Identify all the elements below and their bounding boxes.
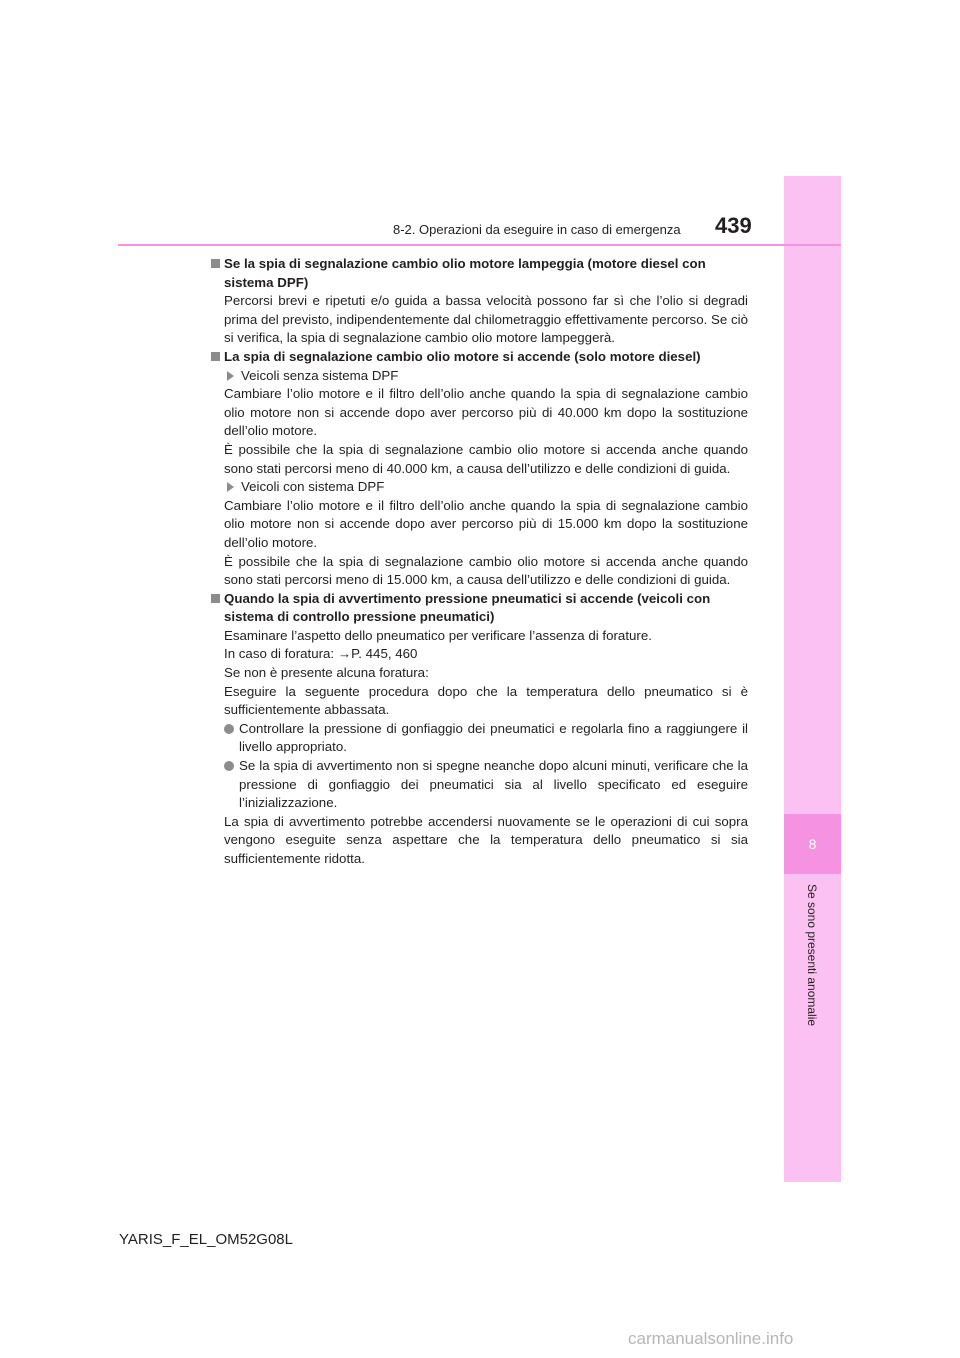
paragraph: Eseguire la seguente procedura dopo che la temperatura dello pneumatico si è sufficientemente abbassata. [224,683,748,718]
list-item-text: Controllare la pressione di gonfiaggio dei pneumatici e regolarla fino a raggiungere il livello appropriato. [239,720,748,755]
list-item [210,757,748,813]
header-divider [118,244,841,246]
section-heading [210,255,748,292]
paragraph: È possibile che la spia di segnalazione cambio olio motore si accenda anche quando sono stati percorsi meno di 15.000 km, a causa dell’utilizzo e delle condizioni di guida. [224,553,748,588]
subsection-text: Veicoli con sistema DPF [241,479,385,495]
section-heading [210,348,748,367]
subsection-text: Veicoli senza sistema DPF [241,367,399,383]
triangle-arrow-icon [227,371,234,381]
chapter-number-tab [784,814,841,874]
page-reference[interactable]: In caso di foratura: →P. 445, 460 [224,646,418,662]
paragraph: Se non è presente alcuna foratura: [224,665,429,681]
page-content [210,255,748,869]
paragraph: Percorsi brevi e ripetuti e/o guida a bassa velocità possono far sì che l’olio si degradi prima del previsto, indipendentemente dal chilometraggio effettivamente percorso. Se ciò si verifica, la spia di segnalazione cambio olio motore lampeggerà. [224,293,748,346]
heading-text: Se la spia di segnalazione cambio olio motore lampeggia (motore diesel con sistema DPF) [224,256,706,290]
paragraph: È possibile che la spia di segnalazione cambio olio motore si accenda anche quando sono stati percorsi meno di 40.000 km, a causa dell’utilizzo e delle condizioni di guida. [224,441,748,476]
chapter-number: 8 [808,836,817,852]
section-heading [210,590,748,627]
heading-text: Quando la spia di avvertimento pressione pneumatici si accende (veicoli con sistema di controllo pressione pneumatici) [224,590,711,625]
section-title: 8-2. Operazioni da eseguire in caso di emergenza [393,222,681,237]
heading-text: La spia di segnalazione cambio olio motore si accende (solo motore diesel) [224,348,701,364]
list-item [210,720,748,757]
subsection-label [210,478,748,497]
page-number: 439 [715,213,752,238]
round-bullet-icon [224,724,234,734]
subsection-label [210,367,748,386]
paragraph: Cambiare l’olio motore e il filtro dell’olio anche quando la spia di segnalazione cambio olio motore non si accende dopo aver percorso più di 40.000 km dopo la sostituzione dell’olio motore. [224,386,748,439]
list-item-text: Se la spia di avvertimento non si spegne neanche dopo alcuni minuti, verificare che la pressione di gonfiaggio dei pneumatici sia al livello specificato ed eseguire l’inizializzazione. [239,758,748,811]
side-tab [784,176,841,1182]
paragraph: Cambiare l’olio motore e il filtro dell’olio anche quando la spia di segnalazione cambio olio motore non si accende dopo aver percorso più di 15.000 km dopo la sostituzione dell’olio motore. [224,497,748,550]
footer-code: YARIS_F_EL_OM52G08L [119,1231,293,1248]
round-bullet-icon [224,761,234,771]
watermark: carmanualsonline.info [628,1329,794,1348]
chapter-label: Se sono presenti anomalie [805,883,819,1027]
triangle-arrow-icon [227,482,234,492]
paragraph: La spia di avvertimento potrebbe accendersi nuovamente se le operazioni di cui sopra vengono eseguite senza aspettare che la temperatura dello pneumatico si sia sufficientemente ridotta. [224,813,748,866]
square-bullet-icon [211,259,220,268]
paragraph: Esaminare l’aspetto dello pneumatico per verificare l’assenza di forature. [224,627,652,643]
square-bullet-icon [211,352,220,361]
square-bullet-icon [211,594,220,603]
